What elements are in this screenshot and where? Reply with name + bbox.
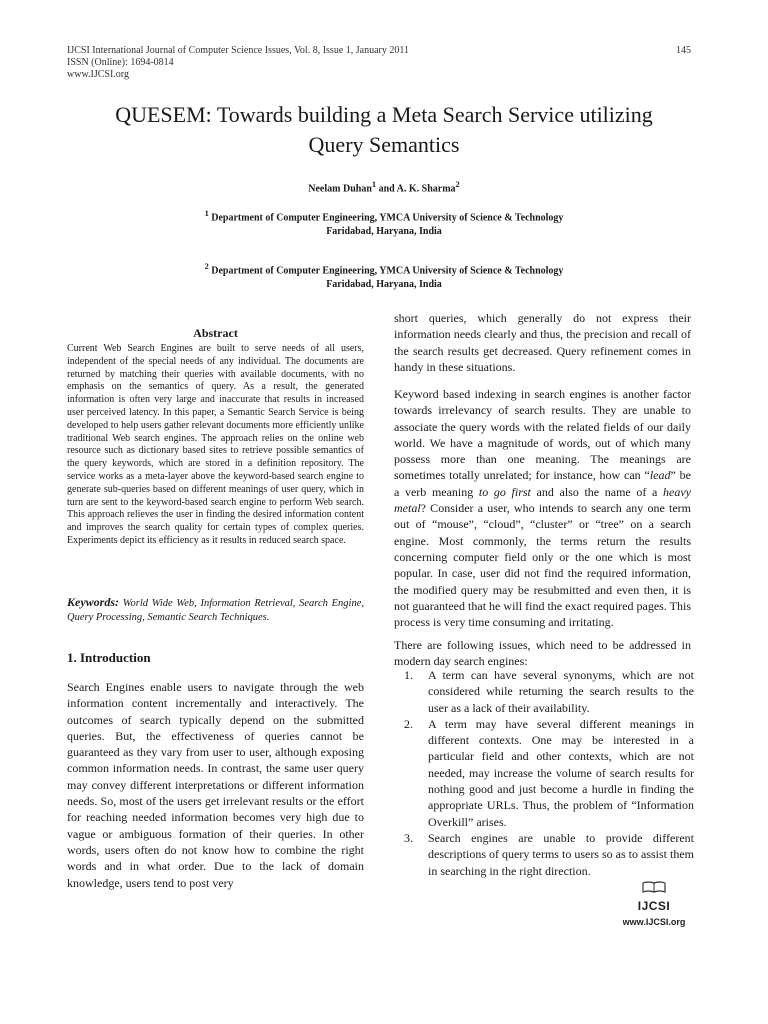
para2-part-d: ? Consider a user, who intends to search any one term out of “mouse”, “cloud”, “cluster” or “tree” on a search engine. Most commonly, the terms return the results concerning computer field only or the one which is most popular. In case, user did not find the required information, the modified query may be resubmitted and even then, it is not guaranteed that he will find the exact required pages. This process is very time consuming and irritating.	[394, 501, 691, 630]
journal-name: IJCSI International Journal of Computer Science Issues, Vol. 8, Issue 1, January 2011	[67, 45, 409, 56]
para2-heavy-metal: heavy metal	[394, 484, 691, 516]
ijcsi-logo	[614, 880, 694, 927]
list-item-text: Search engines are unable to provide different descriptions of query terms to users so as to assist them in searching in the right direction.	[428, 830, 694, 878]
affiliation-1-line-1: Department of Computer Engineering, YMCA University of Science & Technology	[211, 212, 564, 224]
affiliation-1-line-2: Faridabad, Haryana, India	[326, 226, 442, 238]
logo-text: IJCSI	[637, 899, 671, 913]
title-line-1: QUESEM: Towards building a Meta Search Service utilizing	[115, 102, 653, 127]
para2-lead: lead	[649, 468, 671, 483]
list-item-text: A term can have several synonyms, which are not considered while returning the search results to the user as a lack of their availability.	[428, 668, 694, 715]
list-item	[394, 830, 694, 879]
authors	[0, 180, 768, 194]
affiliation-1	[0, 207, 768, 239]
issues-list	[394, 667, 694, 879]
para2-go-first: to go first	[478, 484, 531, 499]
right-paragraph-1: short queries, which generally do not express their information needs clearly and thus, the precision and recall of the search results get decreased. Query refinement comes in handy in these situations.	[394, 311, 691, 374]
author-and: and	[376, 183, 397, 195]
list-item-number: 3.	[404, 830, 413, 845]
list-item	[394, 667, 694, 716]
title-line-2: Query Semantics	[308, 132, 460, 157]
book-icon	[641, 880, 667, 894]
logo-url: www.IJCSI.org	[622, 917, 686, 927]
right-paragraph-2	[394, 386, 691, 630]
keywords	[67, 595, 364, 625]
introduction-heading: 1. Introduction	[67, 650, 151, 665]
author-2: A. K. Sharma	[396, 183, 456, 195]
paper-title	[40, 100, 728, 160]
affiliation-2	[0, 260, 768, 292]
issn: ISSN (Online): 1694-0814	[67, 57, 174, 68]
para2-part-b: ” be a verb meaning	[394, 468, 691, 499]
list-item	[394, 716, 694, 830]
list-item-text: A term may have several different meanings in different contexts. One may be interested in a particular field and other contexts, which are not needed, may increase the volume of search results for nothing good and just become a hurdle in finding the appropriate URLs. Thus, the problem of “Information Overkill” arises.	[428, 716, 694, 829]
list-item-number: 2.	[404, 716, 413, 731]
abstract-text: Current Web Search Engines are built to serve needs of all users, independent of the special needs of any individual. The documents are returned by matching their queries with available documents, with no emphasis on the semantics of query. As a result, the generated information is often very large and inaccurate that results in increased user perceived latency. In this paper, a Semantic Search Service is being developed to help users gather relevant documents more efficiently unlike traditional Web search engines. The approach relies on the online web resource such as dictionary based sites to retrieve possible semantics of the query keywords, which are stored in a definition repository. The service works as a meta-layer above the keyword-based search engine to generate sub-queries based on different meanings of user query, which in turn are sent to the keyword-based search engine to perform Web search. This approach relieves the user in finding the desired information content and improves the search quality for certain types of complex queries. Experiments depict its efficiency as it results in reduced search space.	[67, 343, 364, 546]
list-item-number: 1.	[404, 668, 413, 682]
abstract-heading: Abstract	[193, 326, 238, 340]
keywords-text: World Wide Web, Information Retrieval, Search Engine, Query Processing, Semantic Search Techniques.	[67, 598, 364, 623]
running-header	[67, 45, 409, 81]
right-paragraph-3: There are following issues, which need to be addressed in modern day search engines:	[394, 638, 691, 669]
affiliation-2-line-2: Faridabad, Haryana, India	[326, 279, 442, 291]
author-1-sup: 1	[371, 180, 377, 189]
affiliation-2-line-1: Department of Computer Engineering, YMCA University of Science & Technology	[211, 265, 564, 277]
journal-url: www.IJCSI.org	[67, 69, 129, 80]
author-2-sup: 2	[455, 180, 460, 189]
introduction-text: Search Engines enable users to navigate through the web information content incrementally and interactively. The outcomes of search typically depend on the submitted queries. But, the effectiveness of queries cannot be guaranteed as they vary from user to user, although exposing common information needs. In contrast, the same user query may convey different interpretations or different information needs. So, most of the users get irrelevant results or the effort for reaching needed information becomes very high due to vague or ambiguous formation of their queries. In other words, users often do not know how to combine the right words and in what order. Due to the lack of domain knowledge, users tend to post very	[67, 680, 364, 890]
keywords-label: Keywords:	[67, 595, 119, 609]
affiliation-1-sup: 1	[204, 209, 209, 218]
author-1: Neelam Duhan	[308, 183, 372, 195]
para2-part-c: and also the name of a	[530, 484, 664, 499]
page-number: 145	[676, 45, 691, 56]
para2-part-a: Keyword based indexing in search engines is another factor towards irrelevancy of search results. They are unable to associate the query words with the related fields of our daily world. We have a magnitude of words, out of which many possess more than one meaning. The meanings are sometimes totally unrelated; for instance, how can “	[394, 387, 691, 483]
affiliation-2-sup: 2	[204, 262, 209, 271]
